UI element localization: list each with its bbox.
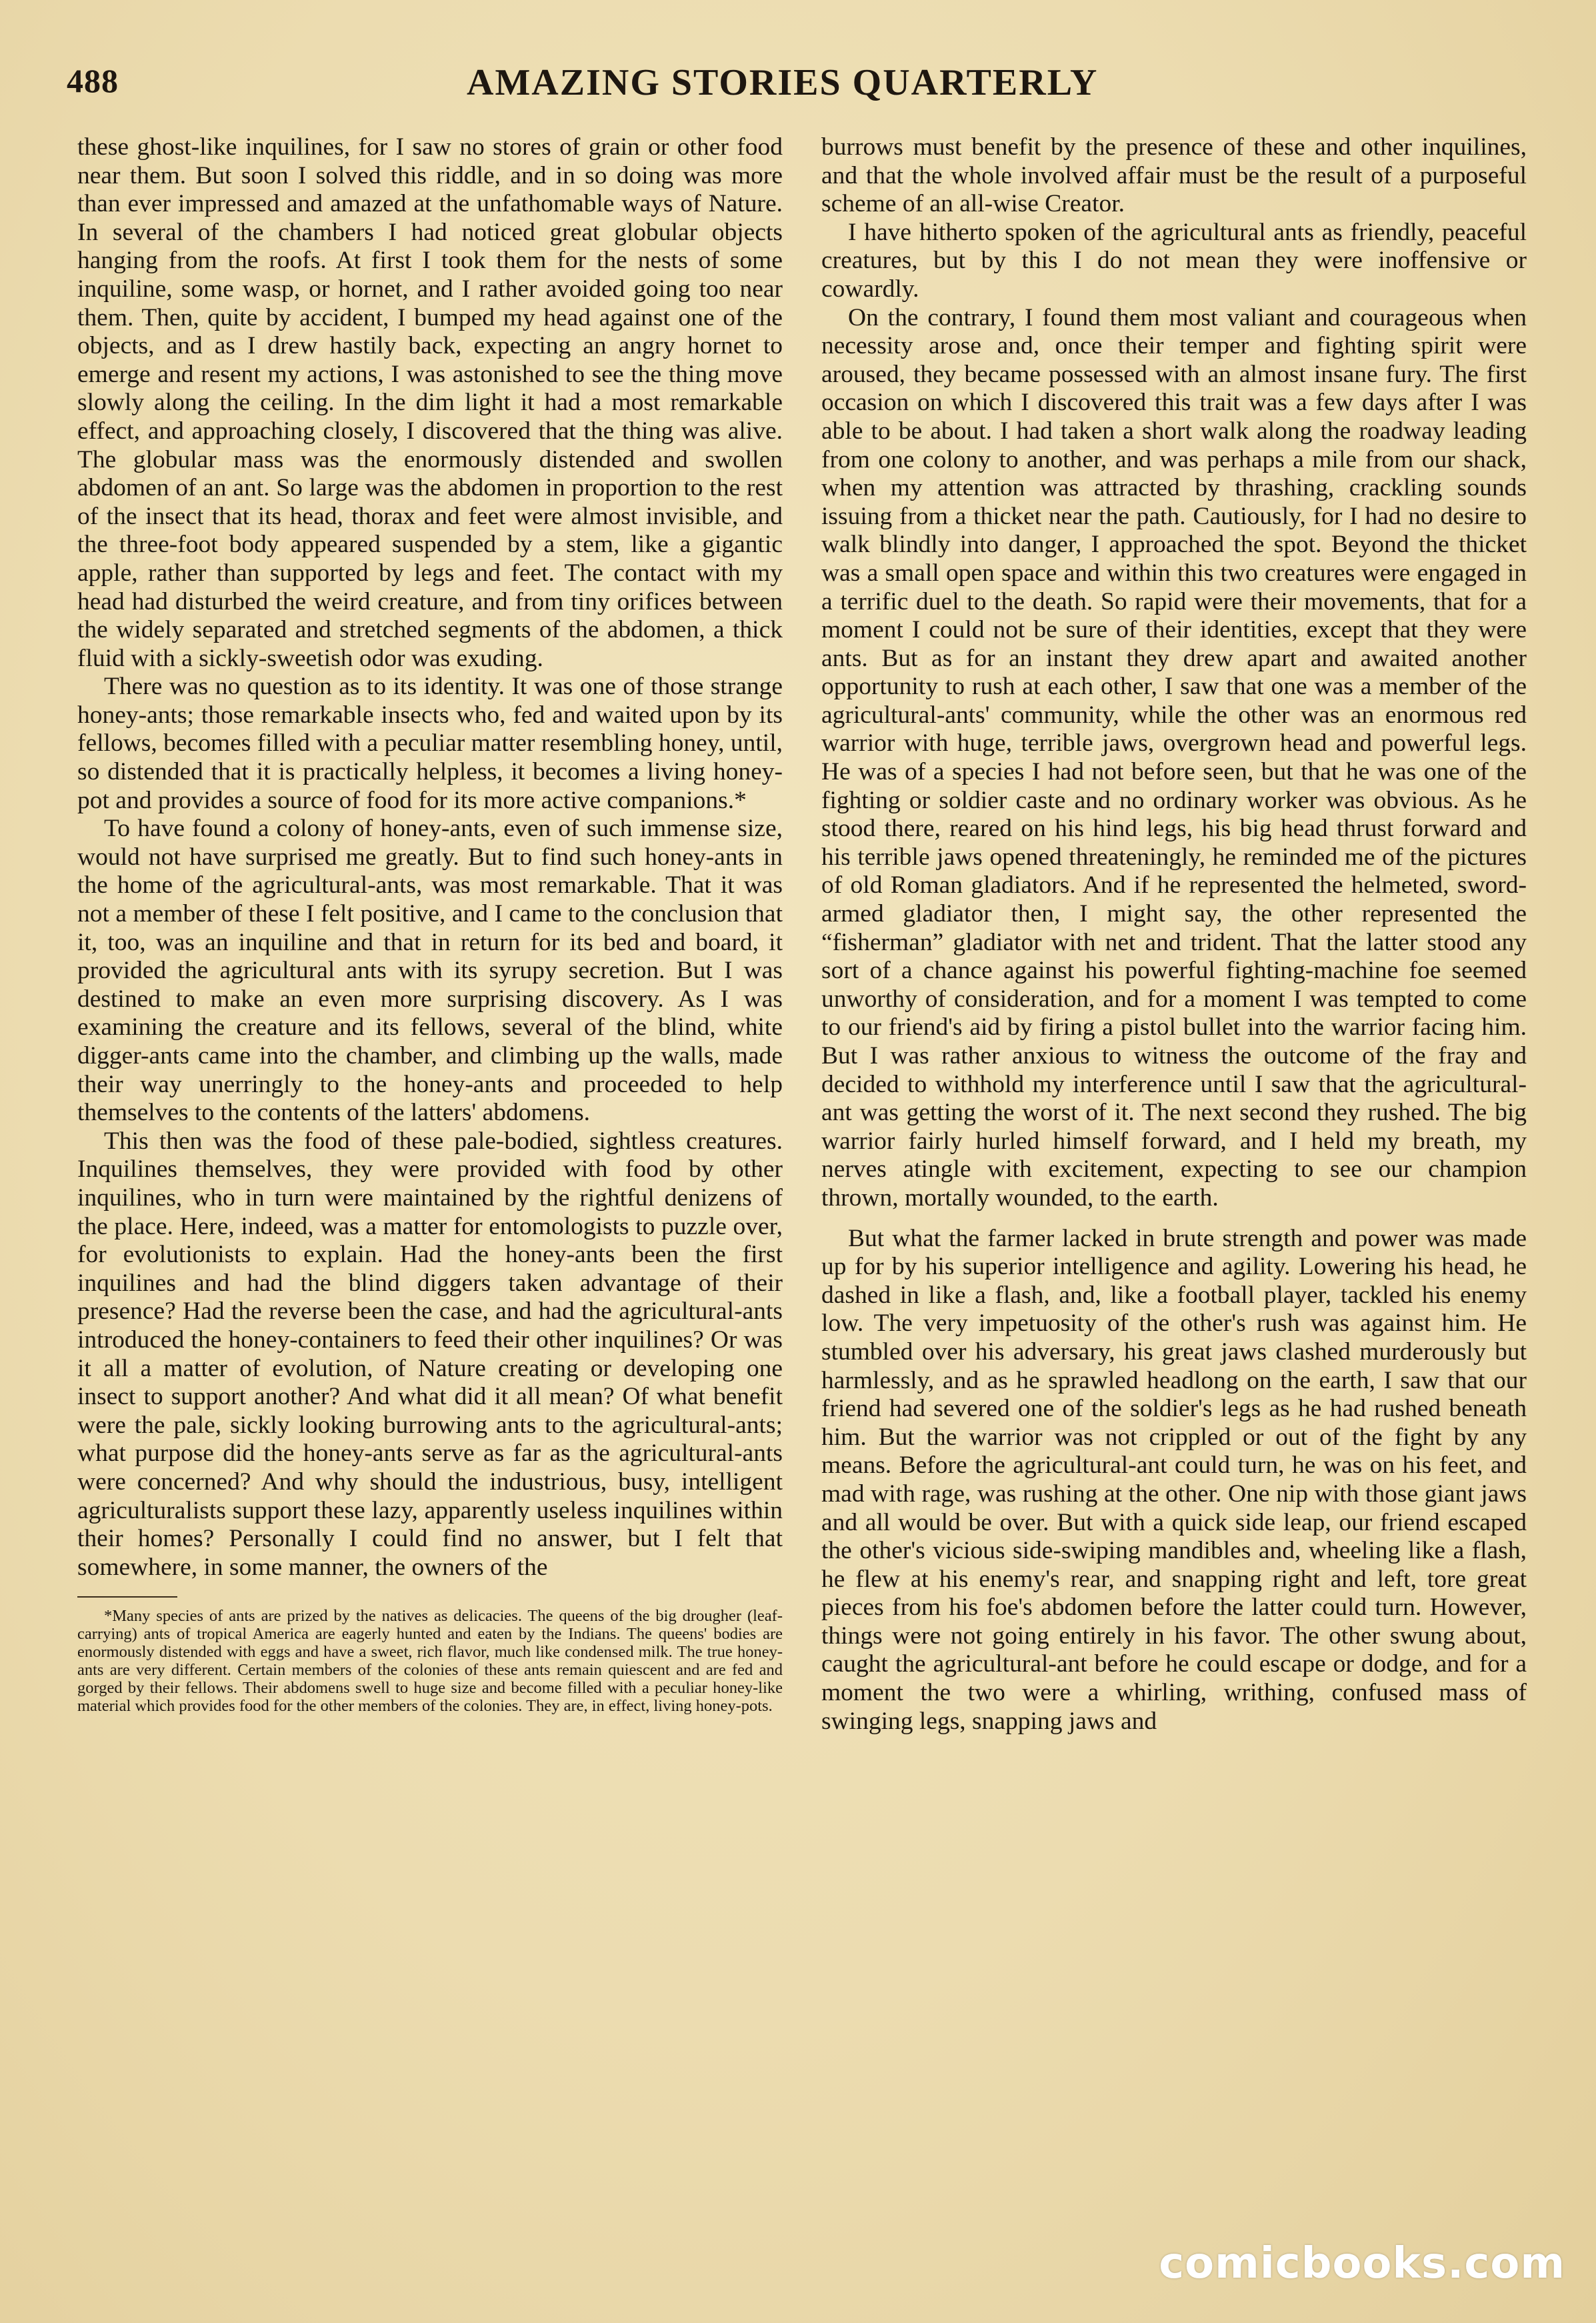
page-header xyxy=(67,61,1520,115)
body-paragraph: burrows must benefit by the presence of these and other inquilines, and that the whole involved affair must be the result of a purposeful scheme of an all-wise Creator. xyxy=(821,133,1527,218)
body-paragraph: There was no question as to its identity. It was one of those strange honey-ants; those remarkable insects who, fed and waited upon by its fellows, becomes filled with a peculiar matter resembling honey, until, so distended that it is practically helpless, it becomes a living honey-pot and provides a source of food for its more active companions.* xyxy=(77,673,783,814)
footnote: *Many species of ants are prized by the natives as delicacies. The queens of the big drougher (leaf-carrying) ants of tropical America are eagerly hunted and eaten by the Indians. The queens' bodies are enormously distended with eggs and have a sweet, rich flavor, much like condensed milk. The true honey-ants are very different. Certain members of the colonies of these ants remain quiescent and are fed and gorged by their fellows. Their abdomens swell to huge size and become filled with a peculiar honey-like material which provides food for the other members of the colonies. They are, in effect, living honey-pots. xyxy=(77,1607,783,1716)
body-paragraph: On the contrary, I found them most valiant and courageous when necessity arose and, once their temper and fighting spirit were aroused, they became possessed with an almost insane fury. The first occasion on which I discovered this trait was a few days after I was able to be about. I had taken a short walk along the roadway leading from one colony to another, and was perhaps a mile from our shack, when my attention was attracted by thrashing, crackling sounds issuing from a thicket near the path. Cautiously, for I had no desire to walk blindly into danger, I approached the spot. Beyond the thicket was a small open space and within this two creatures were engaged in a terrific duel to the death. So rapid were their movements, that for a moment I could not be sure of their identities, except that they were ants. But as for an instant they drew apart and awaited another opportunity to rush at each other, I saw that one was a member of the agricultural-ants' community, while the other was an enormous red warrior with huge, terrible jaws, overgrown head and powerful legs. He was of a species I had not before seen, but that he was one of the fighting or soldier caste and no ordinary worker was obvious. As he stood there, reared on his hind legs, his big head thrust forward and his terrible jaws opened threateningly, he reminded me of the pictures of old Roman gladiators. And if he represented the helmeted, sword-armed gladiator then, I might say, the other represented the “fisherman” gladiator with net and trident. That the latter stood any sort of a chance against his powerful fighting-machine foe seemed unworthy of consideration, and for a moment I was tempted to come to our friend's aid by firing a pistol bullet into the warrior facing him. But I was rather anxious to witness the outcome of the fray and decided to withhold my interference until I saw that the agricultural-ant was getting the worst of it. The next second they rushed. The big warrior fairly hurled himself forward, and I held my breath, my nerves atingle with excitement, expecting to see our champion thrown, mortally wounded, to the earth. xyxy=(821,303,1527,1212)
left-column xyxy=(77,133,783,2227)
page-number: 488 xyxy=(67,62,119,99)
body-paragraph: I have hitherto spoken of the agricultural ants as friendly, peaceful creatures, but by this I do not mean they were inoffensive or cowardly. xyxy=(821,218,1527,303)
body-paragraph: these ghost-like inquilines, for I saw no stores of grain or other food near them. But soon I solved this riddle, and in so doing was more than ever impressed and amazed at the unfathomable ways of Nature. In several of the chambers I had noticed great globular objects hanging from the roofs. At first I took them for the nests of some inquiline, some wasp, or hornet, and I rather avoided going too near them. Then, quite by accident, I bumped my head against one of the objects, and as I drew hastily back, expecting an angry hornet to emerge and resent my actions, I was astonished to see the thing move slowly along the ceiling. In the dim light it had a most remarkable effect, and approaching closely, I discovered that the thing was alive. The globular mass was the enormously distended and swollen abdomen of an ant. So large was the abdomen in proportion to the rest of the insect that its head, thorax and feet were almost invisible, and the three-foot body appeared suspended by a stem, like a gigantic apple, rather than supported by legs and feet. The contact with my head had disturbed the weird creature, and from tiny orifices between the widely separated and stretched segments of the abdomen, a thick fluid with a sickly-sweetish odor was exuding. xyxy=(77,133,783,672)
running-title: AMAZING STORIES QUARTERLY xyxy=(467,62,1099,103)
right-column xyxy=(821,133,1527,2287)
body-paragraph: This then was the food of these pale-bodied, sightless creatures. Inquilines themselves, they were provided with food by other inquilines, who in turn were maintained by the rightful denizens of the place. Here, indeed, was a matter for entomologists to puzzle over, for evolutionists to explain. Had the honey-ants been the first inquilines and had the blind diggers taken advantage of their presence? Had the reverse been the case, and had the agricultural-ants introduced the honey-containers to feed their other inquilines? Or was it all a matter of evolution, of Nature creating or developing one insect to support another? And what did it all mean? Of what benefit were the pale, sickly looking burrowing ants to the agricultural-ants; what purpose did the honey-ants serve as far as the agricultural-ants were concerned? And why should the industrious, busy, intelligent agriculturalists support these lazy, apparently useless inquilines within their homes? Personally I could find no answer, but I felt that somewhere, in some manner, the owners of the xyxy=(77,1127,783,1581)
body-paragraph: But what the farmer lacked in brute strength and power was made up for by his superior intelligence and agility. Lowering his head, he dashed in like a flash, and, like a football player, tackled his enemy low. The very impetuosity of the other's rush was against him. He stumbled over his adversary, his great jaws clashed murderously but harmlessly, and as he sprawled headlong on the earth, I saw that our friend had severed one of the soldier's legs as he had rushed beneath him. But the warrior was not crippled or out of the fight by any means. Before the agricultural-ant could turn, he was on his feet, and mad with rage, was rushing at the other. One nip with those giant jaws and all would be over. But with a quick side leap, our friend escaped the other's vicious side-swiping mandibles and, wheeling like a flash, he flew at his enemy's rear, and snapping right and left, tore great pieces from his foe's abdomen before the latter could turn. However, things were not going entirely in his favor. The other swung about, caught the agricultural-ant before he could escape or dodge, and for a moment the two were a whirling, writhing, confused mass of swinging legs, snapping jaws and xyxy=(821,1224,1527,1735)
body-paragraph: To have found a colony of honey-ants, even of such immense size, would not have surprised me greatly. But to find such honey-ants in the home of the agricultural-ants, was most remarkable. That it was not a member of these I felt positive, and I came to the conclusion that it, too, was an inquiline and that in return for its bed and board, it provided the agricultural ants with its syrupy secretion. But I was destined to make an even more surprising discovery. As I was examining the creature and its fellows, several of the blind, white digger-ants came into the chamber, and climbing up the walls, made their way unerringly to the honey-ants and proceeded to help themselves to the contents of the latters' abdomens. xyxy=(77,815,783,1127)
watermark-logo: comicbooks.com xyxy=(1159,2239,1565,2288)
footnote-divider xyxy=(77,1596,177,1598)
